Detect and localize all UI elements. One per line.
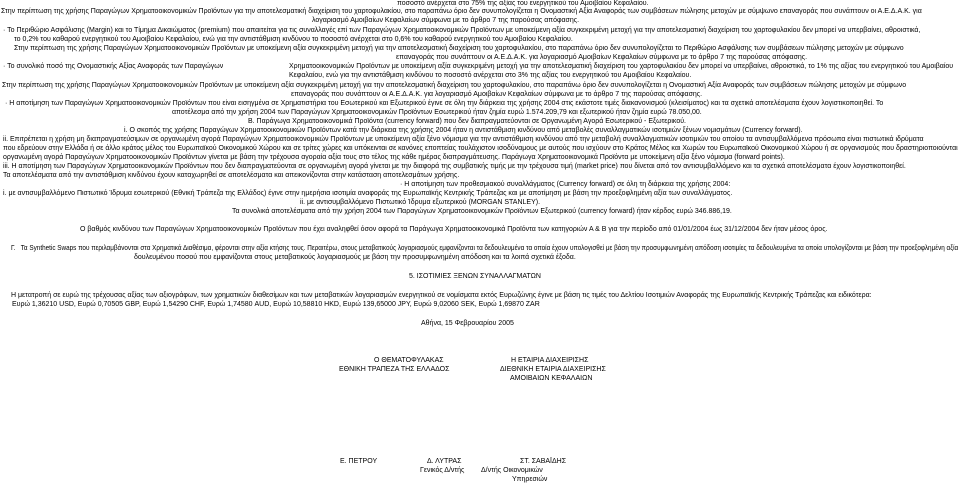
item-ii-line3: οργανωμένη αγορά Παραγώγων Χρηματοοικονομικών Προϊόντων γίνεται με βάση την τρέχουσα αγοραία αξία τους στο τέλος της κάθε ημέρας διαπραγμάτευσης. Παράγωγα Χρηματοοικονομικά Προϊόντα με υποκείμενη αξία ξένο νόμισμα (forward points). [3, 154, 785, 161]
item-vi: Τα συνολικά αποτελέσματα από την χρήση 2004 των Παραγώγων Χρηματοοικονομικών Προϊόντων Εξωτερικού (currency forward) ήταν κέρδος ευρώ 346.886,19. [232, 208, 732, 215]
item-iv: i. με αντισυμβαλλόμενο Πιστωτικό Ίδρυμα εσωτερικού (Εθνική Τράπεζα της Ελλάδος) έγινε στην ημερήσια ισοτιμία αναφοράς της Ευρωπαϊκής Κεντρικής Τράπεζας και με αποτίμηση με βάση την προεξοφλημένη αξία των συναλλάγματος. [3, 190, 733, 197]
paragraph-b-line2: επαναγοράς που συνάπτουν οι Α.Ε.Δ.Α.Κ. για λογαριασμό Αμοιβαίων Κεφαλαίων σύμφωνα με το άρθρο 7 της παρούσας απόφασης. [396, 54, 808, 61]
signature-right-org: ΔΙΕΘΝΙΚΗ ΕΤΑΙΡΙΑ ΔΙΑΧΕΙΡΙΣΗΣ [500, 366, 606, 373]
signature-right-role: Η ΕΤΑΙΡΙΑ ΔΙΑΧΕΙΡΙΣΗΣ [511, 357, 589, 364]
date-line: Αθήνα, 15 Φεβρουαρίου 2005 [421, 320, 514, 327]
signature-left-org: ΕΘΝΙΚΗ ΤΡΑΠΕΖΑ ΤΗΣ ΕΛΛΑΔΟΣ [339, 366, 450, 373]
paragraph-b-line1: Στην περίπτωση της χρήσης Παραγώγων Χρηματοοικονομικών Προϊόντων με υποκείμενη αξία συγκεκριμένη μετοχή για την αποτελεσματική διαχείριση του χαρτοφυλακίου, στο παραπάνω όριο δεν συνυπολογίζεται το Περιθώριο Ασφάλισης των συμβάσεων πώλησης μετοχών με σύμφωνο [14, 45, 904, 52]
top-continuation: ποσοστό ανέρχεται στο 75% της αξίας του ενεργητικού του Αμοιβαίου Κεφαλαίου. [397, 0, 649, 7]
paragraph-c-line2: επαναγοράς που συνάπτουν οι Α.Ε.Δ.Α.Κ. για λογαριασμό Αμοιβαίων Κεφαλαίων σύμφωνα με το άρθρο 7 της παρούσας απόφασης. [291, 91, 703, 98]
item-i: i. Ο σκοπός της χρήσης Παραγώγων Χρηματοοικονομικών Προϊόντων κατά την διάρκεια της χρήσης 2004 ήταν η αντιστάθμιση κινδύνου από μεταβολές συναλλαγματικών ισοτιμιών ξένων νομισμάτων (Currency forward). [124, 127, 803, 134]
item-v: ii. με αντισυμβαλλόμενο Πιστωτικό Ίδρυμα εξωτερικού (MORGAN STANLEY). [300, 199, 541, 206]
item-ii-line4: iii. Η αποτίμηση των Παραγώγων Χρηματοοικονομικών Προϊόντων που δεν διαπραγματεύονται σε οργανωμένη αγορά γίνεται με την διαφορά της συμβατικής τιμής με την τρέχουσα τιμή (market price) που δίνεται από τον αντισυμβαλλόμενο και τα σχετικά αποτελέσματα έχουν λογιστικοποιηθεί. [3, 163, 906, 170]
paragraph-d: Ο βαθμός κινδύνου των Παραγώγων Χρηματοοικονομικών Προϊόντων που έχει αναληφθεί όσον αφορά τα Παράγωγα Χρηματοοικονομικά Προϊόντα των κατηγοριών Α & Β για την περίοδο από 01/01/2004 έως 31/12/2004 δεν ήταν μέσος όρος. [80, 226, 828, 233]
fx-rates-line1: Η μετατροπή σε ευρώ της τρέχουσας αξίας των αξιογράφων, των χρηματικών διαθεσίμων και των μεταβατικών λογαριασμών ενεργητικού σε νομίσματα εκτός Ευρωζώνης έγινε με βάση τις τιμές του Δελτίου Ισοτιμιών Αναφοράς της Ευρωπαϊκής Κεντρικής Τράπεζας και ειδικότερα: [11, 292, 872, 299]
paragraph-g-line2: δουλευμένου ποσού που εμφανίζονται στους μεταβατικούς λογαριασμούς με βάση την προσυμφωνημένη απόδοση και τα λοιπά σχετικά έξοδα. [134, 254, 576, 261]
exposure-paragraph-line1: · Η αποτίμηση των Παραγώγων Χρηματοοικονομικών Προϊόντων που είναι εισηγμένα σε Χρηματιστήρια του Εσωτερικού και Εξωτερικού έγινε σε όλη την διάρκεια της χρήσης 2004 στις εκάστοτε τιμές διακανονισμού (κλεισίματος) και τα σχετικά αποτελέσματα έχουν λογιστικοποιηθεί. Το [5, 100, 884, 107]
paragraph-c-line1: Στην περίπτωση της χρήσης Παραγώγων Χρηματοοικονομικών Προϊόντων με υποκείμενη αξία συγκεκριμένη μετοχή για την αποτελεσματική διαχείριση του χαρτοφυλακίου, στο παραπάνω όριο δεν συνυπολογίζεται η Ονομαστική Αξία Αναφοράς των συμβάσεων πώλησης μετοχών με σύμφωνο [2, 82, 907, 89]
section-b-heading: Β. Παράγωγα Χρηματοοικονομικά Προϊόντα (currency forward) που δεν διαπραγματεύονται σε Οργανωμένη Αγορά Εσωτερικού - Εξωτερικού. [248, 118, 687, 125]
paragraph-a-line1: Στην περίπτωση της χρήσης Παραγώγων Χρηματοοικονομικών Προϊόντων για την αποτελεσματική διαχείριση του χαρτοφυλακίου, στο παραπάνω όριο δεν συνυπολογίζεται η Ονομαστική Αξία Αναφοράς των συμβάσεων πώλησης μετοχών με σύμψωνο επαναγοράς που συνάπτουν οι Α.Ε.Δ.Α.Κ. για [1, 8, 922, 15]
paragraph-g-line1: Γ. Τα Synthetic Swaps που περιλαμβάνονται στα Χρηματικά Διαθέσιμα, φέρονται στην αξία κτήσης τους. Περαιτέρω, στους μεταβατικούς λογαριασμούς εμφανίζονται τα δεδουλευμένα τα οποία έχουν υπολογισθεί με βάση την προσυμφωνημένη απόδοση ισοτιμίες τα δεδουλευμένα τα οποία υπολογίζονται με βάση την προεξοφλημένη αξία [11, 245, 959, 252]
margin-paragraph-line2: το 0,2% του καθαρού ενεργητικού του Αμοιβαίου Κεφαλαίου, ενώ για την αντιστάθμιση κινδύνου το ποσοστό ανέρχεται στο 0,6% του καθαρού ενεργητικού του Αμοιβαίου Κεφαλαίου. [14, 36, 573, 43]
signatory-1-name: Ε. ΠΕΤΡΟΥ [340, 458, 378, 465]
item-iii: · Η αποτίμηση των προθεσμιακού συναλλάγματος (Currency forward) σε όλη τη διάρκεια της χρήσης 2004: [400, 181, 731, 188]
notional-paragraph-line1b: Χρηματοοικονομικών Προϊόντων με υποκείμενη αξία συγκεκριμένη μετοχή για την αποτελεσματική διαχείριση του χαρτοφυλακίου δεν μπορεί να υπερβαίνει, αθροιστικά, το 1% της αξίας του ενεργητικού του Αμοιβαίου [289, 63, 954, 70]
signatory-3-title: Δ/ντής Οικονομικών [481, 467, 543, 474]
signature-right-org-line2: ΑΜΟΙΒΑΙΩΝ ΚΕΦΑΛΑΙΩΝ [510, 375, 593, 382]
margin-paragraph-line1: · Το Περιθώριο Ασφάλισης (Margin) και το Τίμημα Δικαιώματος (premium) που απαιτείται για τις συναλλαγές επί των Παραγώγων Χρηματοοικονομικών Προϊόντων με υποκείμενη αξία συγκεκριμένη μετοχή για την αποτελεσματική διαχείριση του χαρτοφυλακίου δεν μπορεί να υπερβαίνει, αθροιστικά, [3, 27, 921, 34]
notional-paragraph-line1a: · Το συνολικό ποσό της Ονομαστικής Αξίας Αναφοράς των Παραγώγων [3, 63, 224, 70]
item-ii-line1: ii. Επιτρέπεται η χρήση μη διαπραγματεύσιμων σε οργανωμένη αγορά Παραγώγων Χρηματοοικονομικών Προϊόντων με υποκείμενη αξία ξένο νόμισμα για την αντιστάθμιση κινδύνου από την μεταβολή συναλλαγματικών ισοτιμιών του οποίου τα αντισυμβαλλόμενα πρόσωπα είναι πιστωτικά ιδρύματα [3, 136, 924, 143]
paragraph-a-line2: λογαριασμό Αμοιβαίων Κεφαλαίων σύμφωνα με το άρθρο 7 της παρούσας απόφασης. [312, 17, 580, 24]
notional-paragraph-line2: Κεφαλαίου, ενώ για την αντιστάθμιση κινδύνου το ποσοστό ανέρχεται στο 3% της αξίας του ενεργητικού του Αμοιβαίου Κεφαλαίου. [289, 72, 692, 79]
fx-rates-line2: Ευρώ 1,36210 USD, Ευρώ 0,70505 GBP, Ευρώ 1,54290 CHF, Ευρώ 1,74580 AUD, Ευρώ 10,58810 HKD, Ευρώ 139,65000 JPY, Ευρώ 9,02060 SEK, Ευρώ 1,69870 ZAR [12, 301, 540, 308]
signatory-2-name: Δ. ΛΥΤΡΑΣ [427, 458, 462, 465]
signatory-3-title-line2: Υπηρεσιών [512, 476, 548, 483]
section-5-title: 5. ΙΣΟΤΙΜΙΕΣ ΞΕΝΩΝ ΣΥΝΑΛΛΑΓΜΑΤΩΝ [409, 273, 541, 280]
exposure-paragraph-line2: αποτέλεσμα από την χρήση 2004 των Παραγώγων Χρηματοοικονομικών Προϊόντων Εσωτερικού ήταν ζημία ευρώ 1.574.209,79 και εξωτερικού ήταν ζημία ευρώ 78.050,00. [172, 109, 702, 116]
item-ii-line5: Τα αποτελέσματα από την αντιστάθμιση κινδύνου έχουν καταχωρηθεί σε αποτελέσματα και απεικονίζονται στην κατάσταση αποτελεσμάτων χρήσης. [3, 172, 460, 179]
signatory-2-title: Γενικός Δ/ντής [420, 467, 465, 474]
item-ii-line2: που εδρεύουν στην Ελλάδα ή σε άλλο κράτος μέλος του Ευρωπαϊκού Οικονομικού Χώρου και σε τρίτες χώρες και υπόκεινται σε κανόνες εποπτείας τουλάχιστον ισοδύναμους με αυτούς που ισχύουν στο Κράτος Μέλος και Χωρών του Ευρωπαϊκού Οικονομικού Χώρου ή σε οργανισμούς που δραστηριοποιούνται [3, 145, 958, 152]
signatory-3-name: ΣΤ. ΣΑΒΑΪΔΗΣ [520, 458, 567, 465]
signature-left-role: Ο ΘΕΜΑΤΟΦΥΛΑΚΑΣ [374, 357, 444, 364]
